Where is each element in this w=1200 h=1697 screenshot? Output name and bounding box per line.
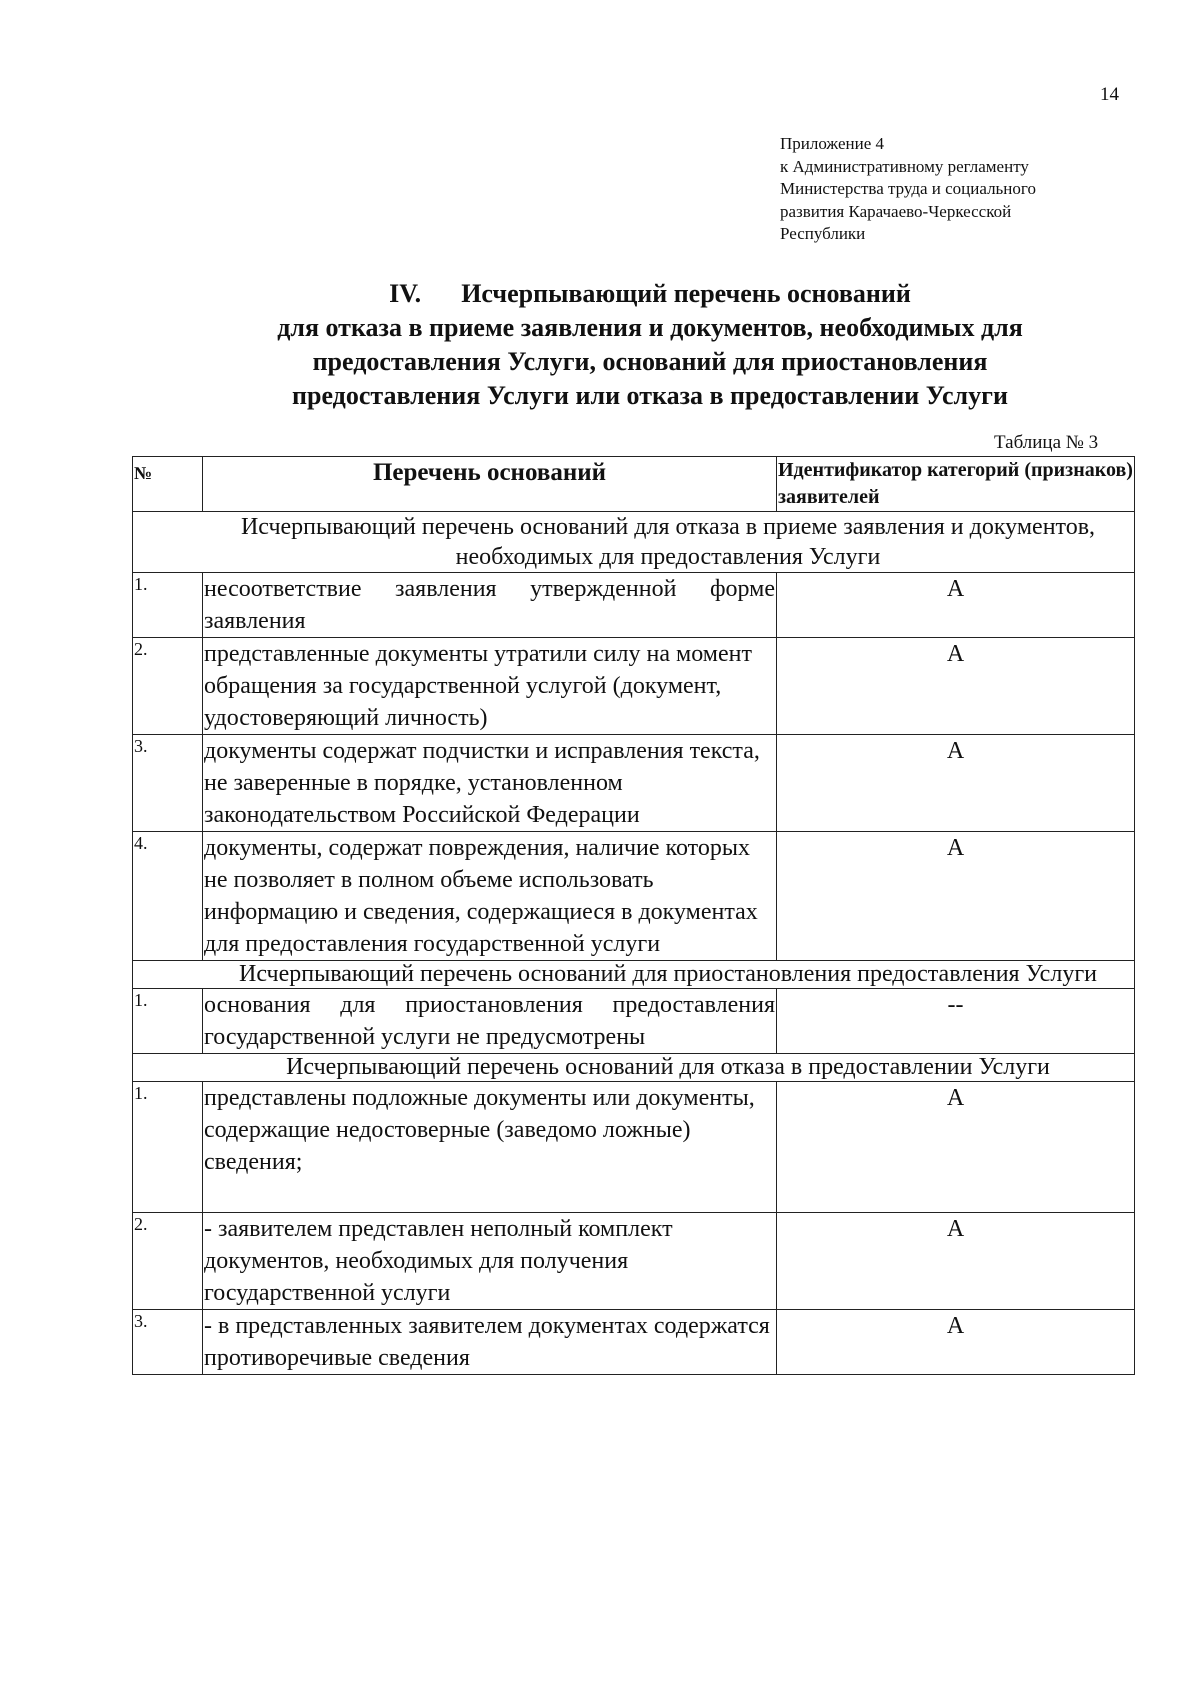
- table-row: [133, 832, 1135, 961]
- section-heading: Исчерпывающий перечень оснований для отказа в приеме заявления и документов, необходимых для предоставления Услуги: [133, 512, 1135, 573]
- appendix-line: Республики: [780, 224, 866, 243]
- title-line: для отказа в приеме заявления и документов, необходимых для: [277, 313, 1023, 342]
- row-category: А: [777, 1310, 1135, 1375]
- row-reason: несоответствие заявления утвержденной форме заявления: [203, 573, 777, 638]
- page-number: 14: [1100, 84, 1119, 105]
- table-caption: Таблица № 3: [994, 432, 1099, 453]
- row-category: А: [777, 638, 1135, 735]
- section-row: [133, 512, 1135, 573]
- table-header-row: [133, 457, 1135, 512]
- table-row: [133, 735, 1135, 832]
- row-reason: - заявителем представлен неполный комплект документов, необходимых для получения государственной услуги: [203, 1213, 777, 1310]
- row-reason: представленные документы утратили силу на момент обращения за государственной услугой (документ, удостоверяющий личность): [203, 638, 777, 735]
- appendix-line: к Административному регламенту: [780, 156, 1029, 176]
- section-number: IV.: [389, 279, 422, 308]
- row-category: А: [777, 1082, 1135, 1213]
- title-line: предоставления Услуги или отказа в предоставлении Услуги: [292, 381, 1008, 410]
- row-number: 2.: [133, 638, 203, 735]
- row-reason: представлены подложные документы или документы, содержащие недостоверные (заведомо ложные) сведения;: [203, 1082, 777, 1213]
- row-category: А: [777, 573, 1135, 638]
- header-reasons: Перечень оснований: [203, 457, 777, 512]
- section-heading: Исчерпывающий перечень оснований для приостановления предоставления Услуги: [133, 961, 1135, 989]
- row-reason: документы содержат подчистки и исправления текста, не заверенные в порядке, установленном законодательством Российской Федерации: [203, 735, 777, 832]
- table-row: [133, 573, 1135, 638]
- row-reason: основания для приостановления предоставления государственной услуги не предусмотрены: [203, 989, 777, 1054]
- appendix-line: Приложение 4: [780, 134, 884, 153]
- row-category: А: [777, 1213, 1135, 1310]
- row-number: 3.: [133, 1310, 203, 1375]
- row-number: 1.: [133, 989, 203, 1054]
- row-number: 1.: [133, 573, 203, 638]
- table-row: [133, 638, 1135, 735]
- row-category: А: [777, 832, 1135, 961]
- title-line: предоставления Услуги, оснований для приостановления: [312, 347, 988, 376]
- row-number: 1.: [133, 1082, 203, 1213]
- row-number: 3.: [133, 735, 203, 832]
- table-row: [133, 1213, 1135, 1310]
- header-number: №: [133, 457, 203, 512]
- reasons-table: [132, 456, 1135, 1375]
- table-row: [133, 989, 1135, 1054]
- section-title: [150, 277, 1150, 413]
- row-number: 4.: [133, 832, 203, 961]
- table-row: [133, 1082, 1135, 1213]
- appendix-note: [780, 133, 1036, 246]
- row-category: --: [777, 989, 1135, 1054]
- section-row: [133, 961, 1135, 989]
- row-reason: - в представленных заявителем документах содержатся противоречивые сведения: [203, 1310, 777, 1375]
- row-reason: документы, содержат повреждения, наличие которых не позволяет в полном объеме использовать информацию и сведения, содержащиеся в документах для предоставления государственной услуги: [203, 832, 777, 961]
- table-row: [133, 1310, 1135, 1375]
- appendix-line: развития Карачаево-Черкесской: [780, 201, 1012, 221]
- appendix-line: Министерства труда и социального: [780, 179, 1036, 198]
- header-applicant-category: Идентификатор категорий (признаков) заявителей: [777, 457, 1135, 512]
- section-heading: Исчерпывающий перечень оснований для отказа в предоставлении Услуги: [133, 1054, 1135, 1082]
- section-row: [133, 1054, 1135, 1082]
- row-category: А: [777, 735, 1135, 832]
- row-number: 2.: [133, 1213, 203, 1310]
- title-line: Исчерпывающий перечень оснований: [461, 279, 911, 308]
